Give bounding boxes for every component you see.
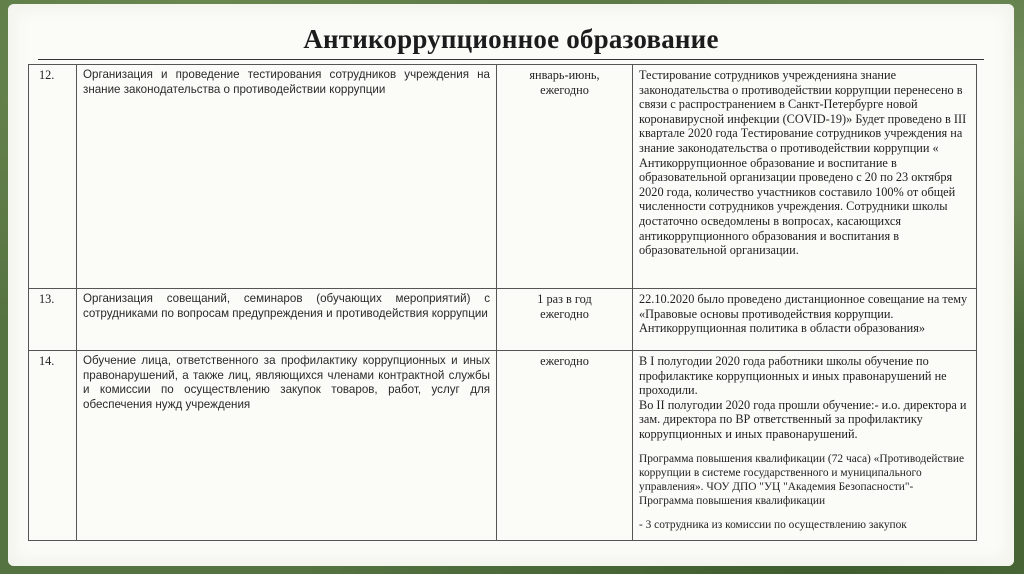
row-deadline-text: 1 раз в год ежегодно bbox=[537, 292, 592, 321]
row-number: 14. bbox=[29, 351, 77, 541]
row-deadline bbox=[497, 65, 633, 289]
row-result bbox=[633, 351, 977, 541]
row-deadline-text: январь-июнь, ежегодно bbox=[529, 68, 600, 97]
measures-table bbox=[28, 64, 977, 541]
row-result-text: Тестирование сотрудников учреждениянa знание законодательства о противодействии коррупции перенесено в связи с распространением в Санкт-Петербурге новой коронавирусной инфекции (COVID-19)» Будет проведено в III квартале 2020 года Тестирование сотрудников учреждения на знание законодательства о противодействии коррупции « Антикоррупционное образование и воспитание в образовательной организации проведено с 20 по 23 октября 2020 года, количество участников составило 100% от общей численности сотрудников учреждения. Сотрудники школы достаточно осведомлены в вопросах, касающихся антикоррупционного образования и воспитания в образовательной организации. bbox=[639, 68, 967, 258]
row-deadline bbox=[497, 289, 633, 351]
row-result bbox=[633, 289, 977, 351]
row-deadline: ежегодно bbox=[497, 351, 633, 541]
title-divider bbox=[38, 59, 984, 60]
row-task: Организация совещаний, семинаров (обучающих мероприятий) с сотрудниками по вопросам предупреждения и противодействия коррупции bbox=[77, 289, 497, 351]
row-task: Организация и проведение тестирования сотрудников учреждения на знание законодательства о противодействии коррупции bbox=[77, 65, 497, 289]
page-title: Антикоррупционное образование bbox=[303, 24, 719, 54]
row-result-text: В I полугодии 2020 года работники школы обучение по профилактике коррупционных и иных правонарушений не проходили. Во II полугодии 2020 года прошли обучение:- и.о. директора и зам. директора по ВР ответственный за профилактику коррупционных и иных правонарушений. bbox=[639, 354, 967, 441]
row-number: 12. bbox=[29, 65, 77, 289]
table-row bbox=[29, 351, 977, 541]
row-result bbox=[633, 65, 977, 289]
table-row bbox=[29, 65, 977, 289]
row-result-program: Программа повышения квалификации (72 часа) «Противодействие коррупции в системе государственного и муниципального управления». ЧОУ ДПО "УЦ "Академия Безопасности"- Программа повышения квалификации bbox=[639, 452, 965, 507]
row-task: Обучение лица, ответственного за профилактику коррупционных и иных правонарушений, а также лиц, являющихся членами контрактной службы и комиссии по осуществлению закупок товаров, работ, услуг для обеспечения нужд учреждения bbox=[77, 351, 497, 541]
row-number: 13. bbox=[29, 289, 77, 351]
row-result-staff: - 3 сотрудника из комиссии по осуществлению закупок bbox=[639, 518, 907, 531]
row-result-text: 22.10.2020 было проведено дистанционное совещание на тему «Правовые основы противодействия коррупции. Антикоррупционная политика в области образования» bbox=[639, 292, 968, 336]
table-row bbox=[29, 289, 977, 351]
